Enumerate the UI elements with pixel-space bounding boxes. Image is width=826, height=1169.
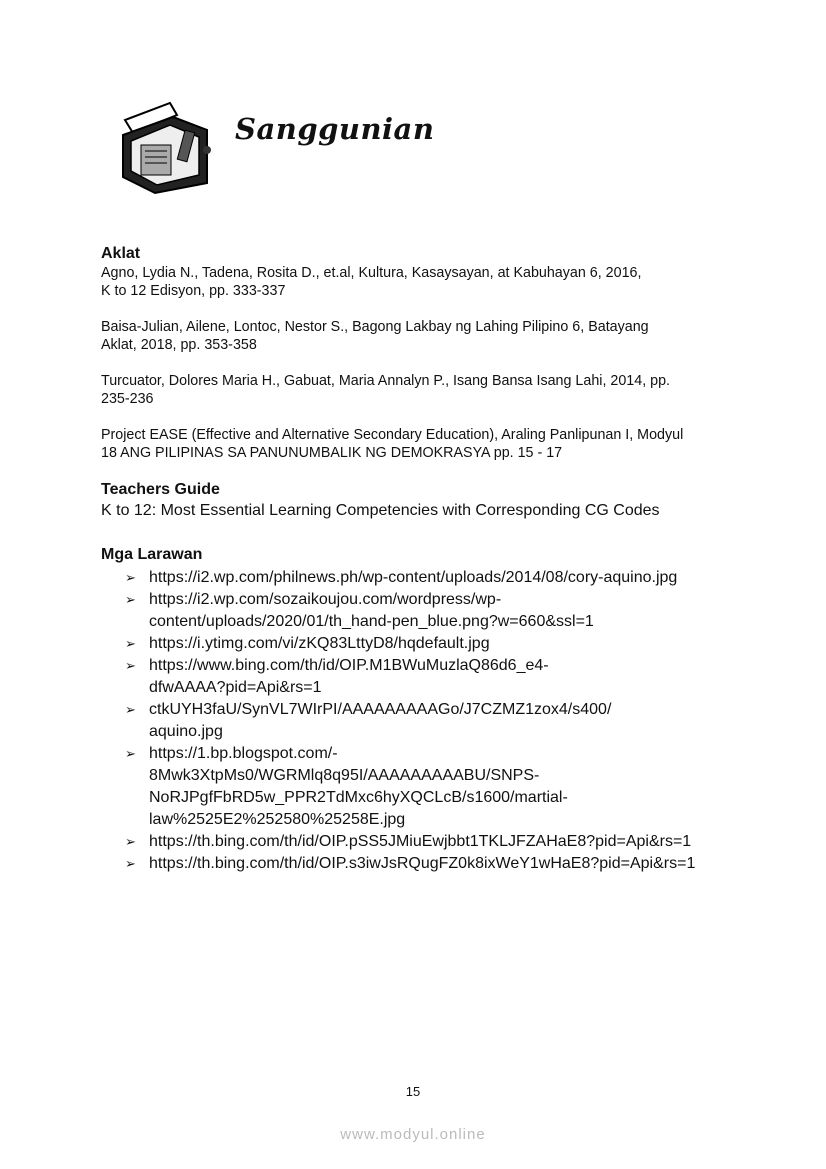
image-source-url: https://www.bing.com/th/id/OIP.M1BWuMuzlaQ86d6_e4- xyxy=(149,657,549,674)
image-source-url: NoRJPgfFbRD5w_PPR2TdMxc6hyXQCLcB/s1600/martial- xyxy=(149,789,568,806)
image-source-url: ctkUYH3faU/SynVL7WIrPI/AAAAAAAAAGo/J7CZMZ1zox4/s400/ xyxy=(149,701,612,718)
image-source-item xyxy=(101,831,741,853)
page-number: 15 xyxy=(405,1084,421,1099)
image-source-item xyxy=(101,743,741,831)
image-source-list xyxy=(101,567,741,875)
aklat-references xyxy=(101,264,741,480)
image-source-item xyxy=(101,567,741,589)
image-source-item xyxy=(101,655,741,699)
aklat-heading: Aklat xyxy=(101,245,141,262)
image-source-url: law%2525E2%252580%25258E.jpg xyxy=(149,811,406,828)
image-source-item xyxy=(101,853,741,875)
image-source-url: https://i.ytimg.com/vi/zKQ83LttyD8/hqdefault.jpg xyxy=(149,635,490,652)
watermark: www.modyul.online xyxy=(340,1126,486,1143)
arrow-bullet-icon: ➢ xyxy=(125,746,136,761)
page-title: Sanggunian xyxy=(235,112,435,146)
arrow-bullet-icon: ➢ xyxy=(125,636,136,651)
image-source-url: https://i2.wp.com/philnews.ph/wp-content/uploads/2014/08/cory-aquino.jpg xyxy=(149,569,678,586)
reference-line: 235-236 xyxy=(101,391,154,407)
reference-line: Agno, Lydia N., Tadena, Rosita D., et.al, Kultura, Kasaysayan, at Kabuhayan 6, 2016, xyxy=(101,265,642,281)
arrow-bullet-icon: ➢ xyxy=(125,658,136,673)
books-illustration xyxy=(115,95,215,195)
reference-line: 18 ANG PILIPINAS SA PANUNUMBALIK NG DEMOKRASYA pp. 15 - 17 xyxy=(101,445,563,461)
image-source-url: https://1.bp.blogspot.com/- xyxy=(149,745,338,762)
image-source-url: https://th.bing.com/th/id/OIP.pSS5JMiuEwjbbt1TKLJFZAHaE8?pid=Api&rs=1 xyxy=(149,833,692,850)
image-source-url: 8Mwk3XtpMs0/WGRMlq8q95I/AAAAAAAAABU/SNPS- xyxy=(149,767,540,784)
image-source-item xyxy=(101,633,741,655)
image-source-url: content/uploads/2020/01/th_hand-pen_blue.png?w=660&ssl=1 xyxy=(149,613,594,630)
reference-item xyxy=(101,318,741,354)
reference-line: Project EASE (Effective and Alternative Secondary Education), Araling Panlipunan I, Modyul xyxy=(101,427,684,443)
teachers-guide-heading: Teachers Guide xyxy=(101,481,220,498)
reference-line: Baisa-Julian, Ailene, Lontoc, Nestor S., Bagong Lakbay ng Lahing Pilipino 6, Batayang xyxy=(101,319,649,335)
arrow-bullet-icon: ➢ xyxy=(125,856,136,871)
image-source-url: https://i2.wp.com/sozaikoujou.com/wordpress/wp- xyxy=(149,591,502,608)
reference-line: K to 12 Edisyon, pp. 333-337 xyxy=(101,283,286,299)
image-source-url: dfwAAAA?pid=Api&rs=1 xyxy=(149,679,322,696)
reference-line: Aklat, 2018, pp. 353-358 xyxy=(101,337,257,353)
reference-item xyxy=(101,264,741,300)
reference-item xyxy=(101,426,741,462)
image-source-url: aquino.jpg xyxy=(149,723,223,740)
arrow-bullet-icon: ➢ xyxy=(125,570,136,585)
image-source-url: https://th.bing.com/th/id/OIP.s3iwJsRQugFZ0k8ixWeY1wHaE8?pid=Api&rs=1 xyxy=(149,855,696,872)
arrow-bullet-icon: ➢ xyxy=(125,702,136,717)
reference-item xyxy=(101,372,741,408)
arrow-bullet-icon: ➢ xyxy=(125,592,136,607)
image-source-item xyxy=(101,699,741,743)
teachers-guide-text: K to 12: Most Essential Learning Competencies with Corresponding CG Codes xyxy=(101,502,660,519)
reference-line: Turcuator, Dolores Maria H., Gabuat, Maria Annalyn P., Isang Bansa Isang Lahi, 2014, pp. xyxy=(101,373,671,389)
arrow-bullet-icon: ➢ xyxy=(125,834,136,849)
image-source-item xyxy=(101,589,741,633)
mga-larawan-heading: Mga Larawan xyxy=(101,546,203,563)
